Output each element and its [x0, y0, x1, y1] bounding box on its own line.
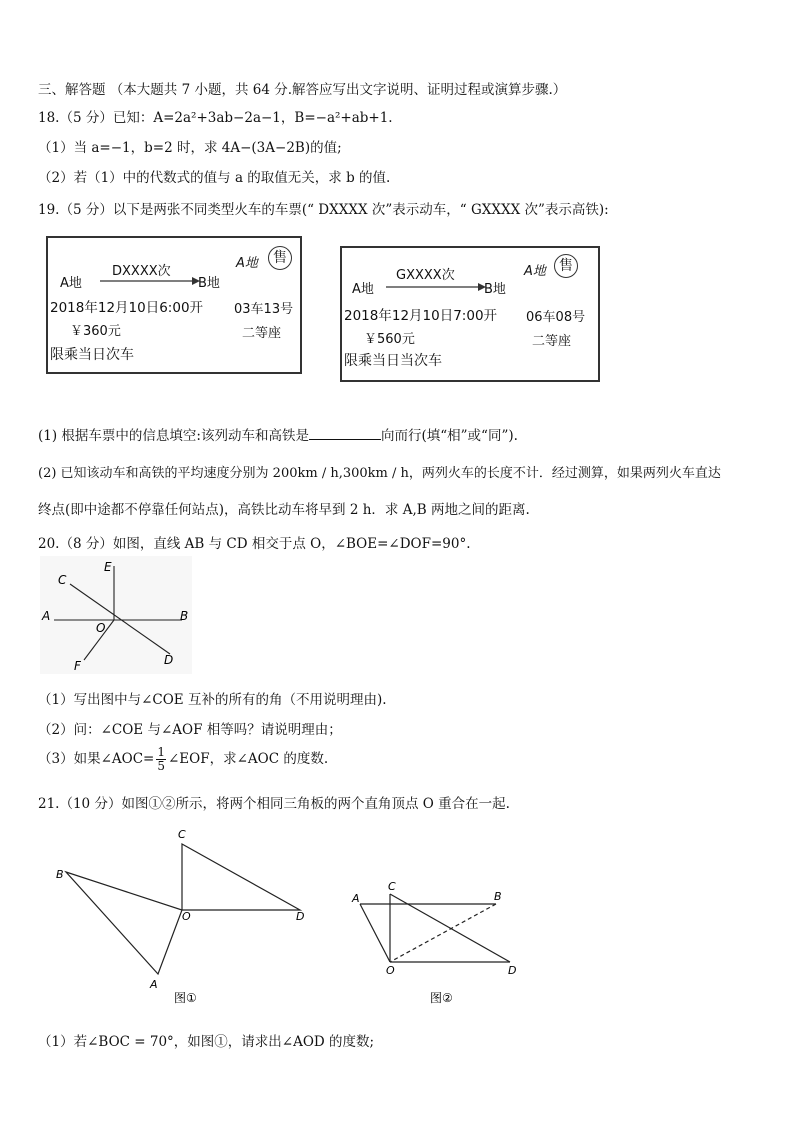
q18-part2: （2）若（1）中的代数式的值与 a 的取值无关，求 b 的值.	[38, 170, 391, 186]
section-title: 三、解答题	[38, 82, 106, 98]
label-c: C	[58, 573, 67, 587]
ticket1-sell-stamp: 售	[268, 246, 292, 270]
ticket1-seat: 03车13号	[234, 302, 294, 317]
fraction-denominator: 5	[157, 759, 165, 773]
answer-blank[interactable]	[309, 427, 381, 440]
label-b: B	[180, 609, 189, 623]
ticket2-price: ￥560元	[364, 332, 415, 347]
q19-stem: 19.（5 分）以下是两张不同类型火车的车票(“ DXXXX 次”表示动车，“ GXXXX 次”表示高铁):	[38, 202, 609, 218]
figure-q20	[36, 556, 196, 676]
q20-stem: 20.（8 分）如图，直线 AB 与 CD 相交于点 O，∠BOE=∠DOF=90°.	[38, 536, 471, 552]
seg-bo-dashed	[390, 904, 496, 962]
ticket1-arrow	[100, 276, 200, 286]
figure-q21-1	[40, 822, 330, 1012]
q21-part1: （1）若∠BOC = 70°，如图①，请求出∠AOD 的度数;	[38, 1034, 375, 1050]
ticket2-class: 二等座	[532, 334, 572, 349]
label-a: A	[42, 609, 51, 623]
q20-part3-text-b: ∠EOF，求∠AOC 的度数.	[168, 751, 329, 767]
ticket2-from: A地	[352, 282, 374, 297]
fraction-one-fifth	[156, 746, 166, 773]
section-note: （本大题共 7 小题，共 64 分.解答应写出文字说明、证明过程或演算步骤.）	[109, 82, 567, 98]
ticket2-sell-stamp: 售	[554, 254, 578, 278]
fig1-label-b: B	[56, 868, 64, 881]
q19-part2-line1: (2) 已知该动车和高铁的平均速度分别为 200km / h,300km / h，两列火车的长度不计．经过测算，如果两列火车直达	[38, 466, 721, 481]
ticket1-price: ￥360元	[70, 324, 121, 339]
ticket1-to: B地	[198, 276, 220, 291]
ticket2-arrow	[386, 282, 486, 292]
fig1-caption: 图①	[174, 991, 197, 1005]
ticket2-note: 限乘当日当次车	[344, 353, 442, 369]
ticket2-train: GXXXX次	[396, 268, 455, 283]
fig2-label-o: O	[386, 964, 395, 977]
q18-part1: （1）当 a=−1，b=2 时，求 4A−(3A−2B)的值;	[38, 140, 342, 156]
label-d: D	[164, 653, 174, 667]
fig1-label-a: A	[150, 978, 158, 991]
label-e: E	[104, 560, 112, 574]
q20-part1: （1）写出图中与∠COE 互补的所有的角（不用说明理由).	[38, 692, 387, 708]
q19-part2-line2: 终点(即中途都不停靠任何站点)，高铁比动车将早到 2 h．求 A,B 两地之间的距离.	[38, 502, 530, 518]
fig1-label-d: D	[296, 910, 305, 923]
q20-part3-text-a: （3）如果∠AOC=	[38, 751, 155, 767]
triangle-cod	[182, 844, 300, 910]
fig2-label-a: A	[352, 892, 360, 905]
fig1-label-o: O	[182, 910, 191, 923]
q19-part1-text-b: 向而行(填“相”或“同”).	[380, 428, 518, 444]
q21-stem: 21.（10 分）如图①②所示，将两个相同三角板的两个直角顶点 O 重合在一起.	[38, 796, 510, 812]
ticket1-train: DXXXX次	[112, 264, 171, 279]
label-f: F	[74, 659, 81, 673]
triangle-boa	[66, 872, 182, 974]
fig2-label-d: D	[508, 964, 517, 977]
ticket2-corner: A地	[524, 264, 546, 279]
ticket1-datetime: 2018年12月10日6:00开	[50, 300, 204, 316]
q19-part1-text-a: (1) 根据车票中的信息填空:该列动车和高铁是	[38, 428, 309, 444]
fig2-label-c: C	[388, 880, 396, 893]
fig2-label-b: B	[494, 890, 502, 903]
figure-q21-2	[346, 876, 536, 1012]
label-o: O	[96, 621, 106, 635]
ticket2-to: B地	[484, 282, 506, 297]
ticket1-class: 二等座	[242, 326, 282, 341]
fig1-label-c: C	[178, 828, 186, 841]
seg-ao	[360, 904, 390, 962]
ticket2-datetime: 2018年12月10日7:00开	[344, 308, 498, 324]
q19-part1	[38, 424, 518, 444]
ticket1-note: 限乘当日次车	[50, 347, 134, 363]
ticket1-corner: A地	[236, 256, 258, 271]
fraction-numerator: 1	[157, 745, 165, 759]
fig2-caption: 图②	[430, 991, 453, 1005]
ticket2-seat: 06车08号	[526, 310, 586, 325]
ticket1-from: A地	[60, 276, 82, 291]
q20-part3	[38, 746, 328, 773]
q20-part2: （2）问：∠COE 与∠AOF 相等吗？请说明理由；	[38, 722, 342, 738]
q18-stem: 18.（5 分）已知：A=2a²+3ab−2a−1，B=−a²+ab+1.	[38, 110, 393, 126]
section-header	[38, 78, 566, 98]
